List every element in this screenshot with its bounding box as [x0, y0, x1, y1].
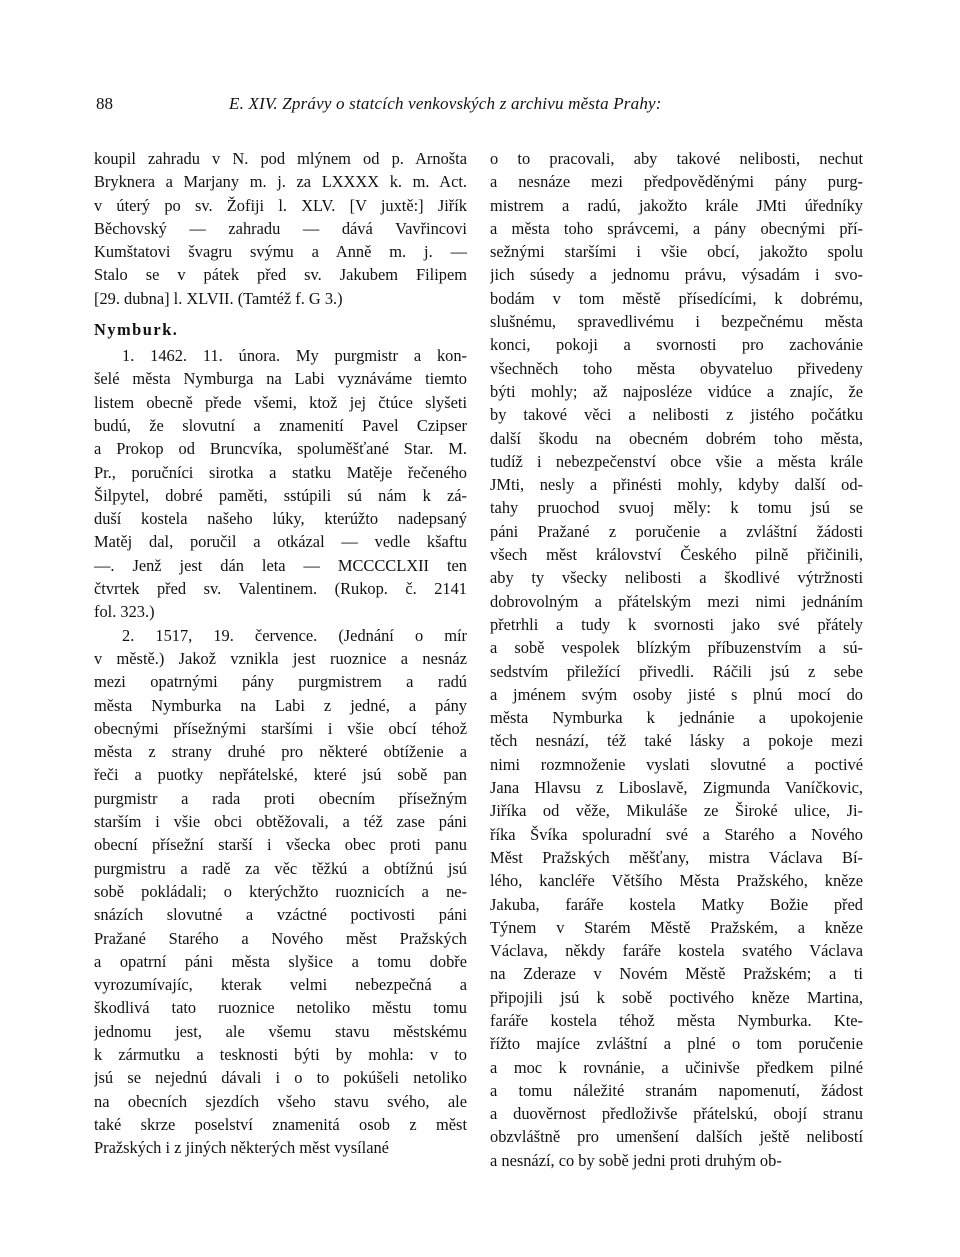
- text-line: a jménem svým osoby jisté s plnú mocí do: [490, 684, 863, 704]
- text-line: čtvrtek před sv. Valentinem. (Rukop. č. 2141: [94, 579, 467, 599]
- text-line: v úterý po sv. Žofiji l. XLV. [V juxtě:] Jiřík: [94, 195, 467, 215]
- text-line: purgmistru a radě za věc těžkú a obtížnú jsú: [94, 858, 467, 878]
- text-line: Matěj dal, poručil a otkázal — vedle kšaftu: [94, 532, 467, 552]
- text-line: Bryknera a Marjany m. j. za LXXXX k. m. Act.: [94, 172, 467, 192]
- text-line: Měst Pražských měšťany, mistra Václava Bí-: [490, 847, 863, 867]
- text-line: bodám v tom městě přísedícími, k dobrému,: [490, 288, 863, 308]
- text-line: řížto majíce zvláštní a plné o tom poručenie: [490, 1034, 863, 1054]
- text-line: sobě pokládali; o kterýchžto ruoznicích a ne-: [94, 881, 467, 901]
- text-line: jich súsedy a jednomu právu, výsadám i svo-: [490, 265, 863, 285]
- text-line: jsú se nejednú dávali i o to pokúšeli netoliko: [94, 1068, 467, 1088]
- text-line: Pražských i z jiných některých měst vysílané: [94, 1138, 389, 1158]
- right-column: [490, 147, 863, 1172]
- text-line: Jiříka od věže, Mikuláše ze Široké ulice, Ji-: [490, 801, 863, 821]
- text-line: aby ty všecky nelibosti a škodlivé výtržnosti: [490, 568, 863, 588]
- text-line: řeči a puotky nepřátelské, které jsú sobě pan: [94, 765, 467, 785]
- text-line: říka Švíka spoluradní své a Starého a Nového: [490, 824, 863, 844]
- text-line: Běchovský — zahradu — dává Vavřincovi: [94, 218, 467, 238]
- text-line: města Nymburka k jednánie a upokojenie: [490, 708, 863, 728]
- text-line: býti mohly; až najposléze vidúce a znajíc, že: [490, 381, 863, 401]
- text-line: a moc k rovnánie, a učinivše předkem pilné: [490, 1057, 863, 1077]
- text-line: sedstvím přiležící přivedli. Ráčili jsú z sebe: [490, 661, 863, 681]
- text-line: a nesnází, co by sobě jedni proti druhým ob-: [490, 1150, 782, 1170]
- text-line: konci, pokoji a svornosti pro zachovánie: [490, 335, 863, 355]
- text-line: města z strany druhé pro některé obtíženie a: [94, 742, 467, 762]
- page-number: 88: [96, 94, 113, 113]
- text-line: na obecních sjezdích všeho stavu svého, ale: [94, 1091, 467, 1111]
- text-line: připojili jsú k sobě poctivého kněze Martina,: [490, 987, 863, 1007]
- text-line: duší kostela našeho lúky, kterúžto nadepsaný: [94, 509, 467, 529]
- text-line: jednomu jest, ale všemu stavu městskému: [94, 1021, 467, 1041]
- text-line: lého, kancléře Většího Města Pražského, kněze: [490, 871, 863, 891]
- text-line: Jana Hlavsu z Liboslavě, Zigmunda Vaníčkovic,: [490, 778, 863, 798]
- text-line: mezi opatrnými pány purgmistrem a radú: [94, 672, 467, 692]
- text-line: Kumštatovi švagru svýmu a Anně m. j. —: [94, 242, 467, 262]
- text-line: města Nymburka na Labi z jedné, a pány: [94, 695, 467, 715]
- text-line: dobrovolným a přátelským mezi nimi jednáním: [490, 591, 863, 611]
- running-title: E. XIV. Zprávy o statcích venkovských z archivu města Prahy:: [229, 94, 662, 113]
- text-line: tahy pruochod svuoj měly: k tomu jsú se: [490, 498, 863, 518]
- text-line: obecnými přísežnými staršími i všie obcí téhož: [94, 718, 467, 738]
- text-line: na Zderaze v Novém Městě Pražském; a ti: [490, 964, 863, 984]
- text-line: mistrem a radú, jakožto krále JMti úředníky: [490, 195, 863, 215]
- text-line: Pražané Starého a Nového měst Pražských: [94, 928, 467, 948]
- left-column: [94, 147, 467, 1159]
- text-line: 1. 1462. 11. února. My purgmistr a kon-: [122, 346, 467, 366]
- text-line: koupil zahradu v N. pod mlýnem od p. Arnošta: [94, 149, 467, 168]
- text-line: a Prokop od Bruncvíka, spoluměšťané Star. M.: [94, 439, 467, 459]
- text-line: Šilpytel, dobré paměti, sstúpili sú nám k zá-: [94, 485, 467, 505]
- text-line: další škodu na obecném dobrém toho města,: [490, 428, 863, 448]
- text-line: faráře kostela téhož města Nymburka. Kte-: [490, 1010, 863, 1030]
- text-line: šelé města Nymburga na Labi vyznáváme tiemto: [94, 369, 467, 389]
- text-line: 2. 1517, 19. července. (Jednání o mír: [122, 625, 467, 645]
- text-line: listem obecně přede všemi, ktož jej čtúce slyšeti: [94, 392, 467, 412]
- text-line: páni Pražané z poručenie a zvláštní žádosti: [490, 521, 863, 541]
- text-line: o to pracovali, aby takové nelibosti, nechut: [490, 149, 863, 168]
- text-line: a sobě vespolek blízkým příbuzenstvím a sú-: [490, 638, 863, 658]
- text-line: obzvláštně pro umenšení dalších ještě nelibostí: [490, 1127, 863, 1147]
- text-line: všech měst království Českého pilně přičinili,: [490, 545, 863, 565]
- text-line: Jakuba, faráře kostela Matky Božie před: [490, 894, 863, 914]
- text-line: a nesnáze mezi předpověděnými pány purg-: [490, 172, 863, 192]
- text-line: Týnem v Starém Městě Pražském, a kněze: [490, 917, 863, 937]
- text-line: těch nesnází, též také lásky a pokoje mezi: [490, 731, 863, 751]
- text-line: —. Jenž jest dán leta — MCCCCLXII ten: [94, 555, 467, 575]
- text-line: škodlivá tato ruoznice netoliko městu tomu: [94, 998, 467, 1018]
- text-line: Stalo se v pátek před sv. Jakubem Filipem: [94, 265, 467, 285]
- text-line: obecní přísežní starší i všecka obec proti panu: [94, 835, 467, 855]
- text-line: všechněch toho města obyvateluo přivedeny: [490, 358, 863, 378]
- left-column-body: [94, 344, 467, 1159]
- left-column-intro: [94, 147, 467, 310]
- text-line: JMti, nesly a přinésti mohly, kdyby další od-: [490, 475, 863, 495]
- text-line: purgmistr a rada proti obecním přísežným: [94, 788, 467, 808]
- text-line: sežnými staršími i všie obcí, jakožto spolu: [490, 242, 863, 262]
- text-line: a města toho správcemi, a pány obecnými pří-: [490, 218, 863, 238]
- text-line: tudíž i nebezpečenství obce všie a města krále: [490, 451, 863, 471]
- page-header: [96, 94, 876, 124]
- text-line: nimi rozmnoženie vyslati slovutné a poctivé: [490, 754, 863, 774]
- text-line: k zármutku a tesknosti býti by mohla: v to: [94, 1044, 467, 1064]
- text-line: [29. dubna] l. XLVII. (Tamtéž f. G 3.): [94, 288, 343, 308]
- text-line: a opatrní páni města slyšice a tomu dobře: [94, 951, 467, 971]
- text-line: vyrozumívajíc, kterak velmi nebezpečná a: [94, 975, 467, 995]
- text-line: starším i všie obci obtěžovali, a též zase páni: [94, 812, 467, 832]
- text-line: Pr., poručníci sirotka a statku Matěje řečeného: [94, 462, 467, 482]
- text-line: fol. 323.): [94, 602, 155, 622]
- section-heading-nymburk: Nymburk.: [94, 320, 179, 340]
- text-line: a duověrnost předloživše přátelskú, obojí stranu: [490, 1104, 863, 1124]
- text-line: budú, že slovutní a znamenití Pavel Czipser: [94, 415, 467, 435]
- text-line: slušnému, spravedlivému i bezpečnému města: [490, 312, 863, 332]
- text-line: snázích slovutné a vzáctné poctivosti páni: [94, 905, 467, 925]
- right-column-body: [490, 147, 863, 1172]
- text-line: Václava, někdy faráře kostela svatého Václava: [490, 941, 863, 961]
- text-line: v městě.) Jakož vznikla jest ruoznice a nesnáz: [94, 648, 467, 668]
- text-line: také skrze poselství znamenitá osob z měst: [94, 1114, 467, 1134]
- text-line: přetrhli a tudy k svornosti jako své přátely: [490, 614, 863, 634]
- text-line: by takové věci a nelibosti z jistého počátku: [490, 405, 863, 425]
- text-line: a tomu náležité stranám napomenutí, žádost: [490, 1080, 863, 1100]
